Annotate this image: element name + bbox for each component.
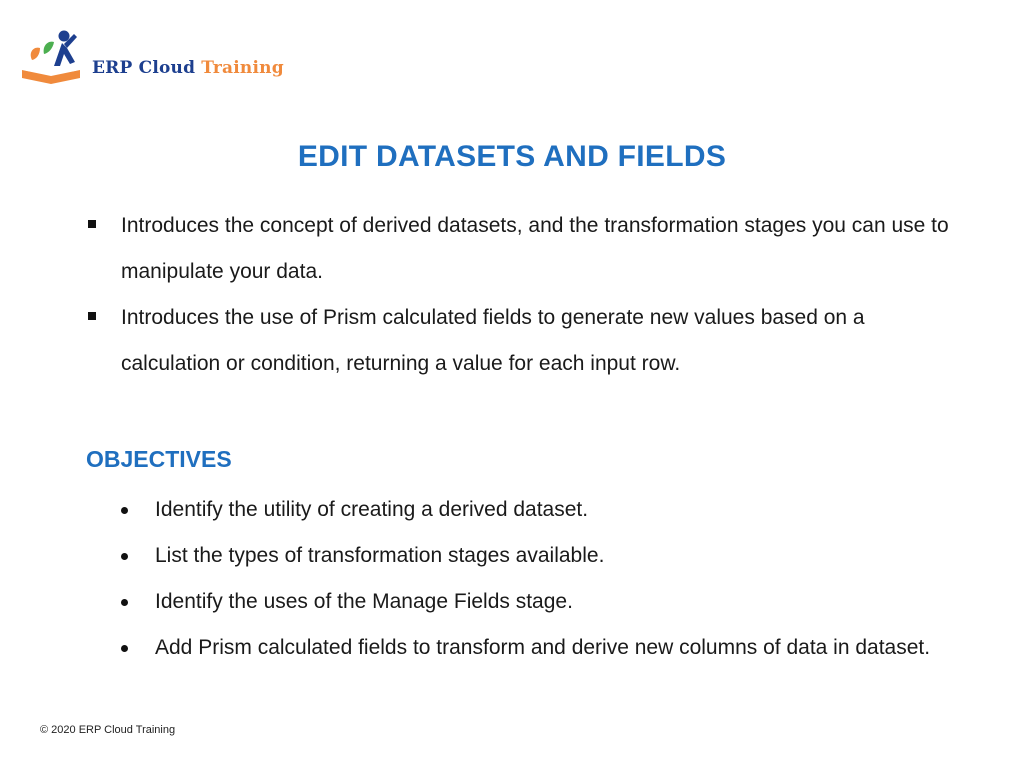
objectives-heading: OBJECTIVES (86, 446, 232, 472)
square-bullet-icon (88, 312, 96, 320)
reading-person-book-icon (18, 26, 88, 88)
round-bullet-icon (121, 553, 128, 560)
round-bullet-icon (121, 507, 128, 514)
objective-item (118, 533, 948, 579)
objective-text: Identify the uses of the Manage Fields stage. (155, 590, 573, 613)
intro-bullet (86, 295, 966, 387)
logo-text-training: Training (201, 58, 284, 78)
intro-bullet-list (86, 203, 966, 387)
objective-text: Identify the utility of creating a derived dataset. (155, 498, 589, 521)
objectives-list (118, 487, 948, 671)
square-bullet-icon (88, 220, 96, 228)
intro-bullet-text: Introduces the concept of derived datasets, and the transformation stages you can use to manipulate your data. (121, 214, 949, 283)
logo-text-erp: ERP Cloud (92, 58, 202, 78)
footer-copyright: © 2020 ERP Cloud Training (40, 724, 176, 736)
objective-text: List the types of transformation stages available. (155, 544, 605, 567)
round-bullet-icon (121, 599, 128, 606)
objective-item (118, 487, 948, 533)
objective-item (118, 625, 948, 671)
intro-bullet-text: Introduces the use of Prism calculated fields to generate new values based on a calculation or condition, returning a value for each input row. (121, 306, 865, 375)
round-bullet-icon (121, 645, 128, 652)
slide-title: EDIT DATASETS AND FIELDS (297, 140, 727, 173)
company-logo (18, 26, 284, 90)
logo-wordmark (92, 58, 284, 78)
objective-text: Add Prism calculated fields to transform and derive new columns of data in dataset. (155, 636, 931, 659)
objective-item (118, 579, 948, 625)
intro-bullet (86, 203, 966, 295)
